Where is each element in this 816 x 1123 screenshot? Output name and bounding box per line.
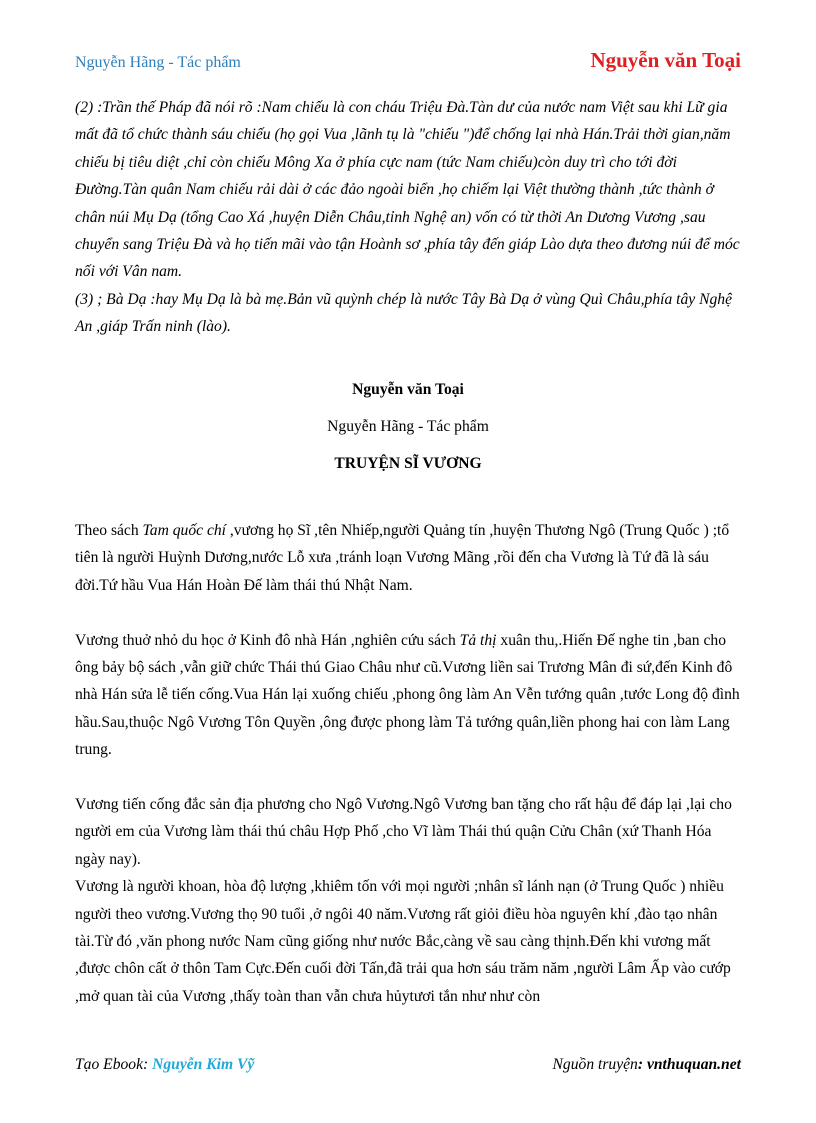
footer-source-site: vnthuquan.net bbox=[646, 1056, 741, 1073]
page-header bbox=[75, 48, 741, 78]
paragraph-2 bbox=[75, 627, 745, 764]
paragraph-1-text-a: Theo sách bbox=[75, 522, 143, 539]
footer-source-label: Nguồn truyện bbox=[552, 1056, 638, 1073]
paragraph-1-text-b: ,vương họ Sĩ ,tên Nhiếp,người Quảng tín ,huyện Thương Ngô (Trung Quốc ) ;tổ tiên là người Huỳnh Dương,nước Lỗ xưa ,tránh loạn Vương Mãng ,rồi đến cha Vương là Tứ đã là sáu đời.Tứ hầu Vua Hán Hoàn Đế làm thái thú Nhật Nam. bbox=[75, 522, 730, 594]
chapter-title: TRUYỆN SĨ VƯƠNG bbox=[334, 455, 482, 472]
footnote-2: (2) :Trần thế Pháp đã nói rõ :Nam chiếu là con cháu Triệu Đà.Tàn dư của nước nam Việt sau khi Lữ gia mất đã tổ chức thành sáu chiếu (họ gọi Vua ,lãnh tụ là "chiếu ")để chống lại nhà Hán.Trải thời gian,năm chiếu bị tiêu diệt ,chỉ còn chiếu Mông Xa ở phía cực nam (tức Nam chiếu)còn duy trì cho tới đời Đường.Tàn quân Nam chiếu rải dài ở các đảo ngoài biển ,họ chiếm lại Việt thường thành ,tức thành ở chân núi Mụ Dạ (tổng Cao Xá ,huyện Diễn Châu,tỉnh Nghệ an) vốn có từ thời An Dương Vương ,sau chuyển sang Triệu Đà và họ tiến mãi vào tận Hoành sơ ,phía tây đến giáp Lào dựa theo đương núi để móc nối với Vân nam. bbox=[75, 99, 740, 281]
chapter-series: Nguyễn Hãng - Tác phẩm bbox=[327, 418, 489, 435]
story-body bbox=[75, 517, 745, 1010]
footer-ebook-label: Tạo Ebook bbox=[75, 1056, 144, 1073]
footer-ebook-sep: : bbox=[143, 1056, 153, 1073]
chapter-author: Nguyễn văn Toại bbox=[352, 381, 464, 398]
footer-source-sep: : bbox=[637, 1056, 647, 1073]
paragraph-2-text-a: Vương thuở nhỏ du học ở Kinh đô nhà Hán ,nghiên cứu sách bbox=[75, 631, 460, 649]
header-series-title: Nguyễn Hãng - Tác phẩm bbox=[75, 54, 241, 71]
header-author-name: Nguyễn văn Toại bbox=[590, 48, 741, 72]
book-title-tam-quoc-chi: Tam quốc chí bbox=[142, 522, 230, 539]
footer-ebook-name: Nguyễn Kim Vỹ bbox=[152, 1056, 255, 1073]
page-footer bbox=[75, 1056, 741, 1078]
footer-source-credit bbox=[553, 1056, 741, 1074]
paragraph-1 bbox=[75, 517, 745, 599]
paragraph-3: Vương tiến cống đắc sản địa phương cho Ngô Vương.Ngô Vương ban tặng cho rất hậu để đáp lại ,lại cho người em của Vương làm thái thú châu Hợp Phố ,cho Vĩ làm Thái thú quận Cửu Chân (xứ Thanh Hóa ngày nay). bbox=[75, 796, 732, 868]
paragraph-2-text-b: xuân thu,.Hiến Đế nghe tin ,ban cho ông bảy bộ sách ,vẫn giữ chức Thái thú Giao Châu như cũ.Vương liền sai Trương Mân đi sứ,đến Kinh đô nhà Hán sửa lễ tiến cống.Vua Hán lại xuống chiếu ,phong ông làm An Vễn tướng quân ,tước Long độ đình hầu.Sau,thuộc Ngô Vương Tôn Quyền ,ông được phong làm Tả tướng quân,liền phong hai con làm Lang trung. bbox=[75, 631, 740, 759]
paragraph-4: Vương là người khoan, hòa độ lượng ,khiêm tốn với mọi người ;nhân sĩ lánh nạn (ở Trung Quốc ) nhiều người theo vương.Vương thọ 90 tuổi ,ở ngôi 40 năm.Vương rất giỏi điều hòa nguyên khí ,đào tạo nhân tài.Từ đó ,văn phong nước Nam cũng giống như nước Bắc,càng về sau càng thịnh.Đến khi vương mất ,được chôn cất ở thôn Tam Cực.Đến cuối đời Tấn,đã trải qua hơn sáu trăm năm ,người Lâm Ấp vào cướp ,mở quan tài của Vương ,thấy toàn than vẫn chưa hủytươi tắn như như còn bbox=[75, 878, 731, 1005]
book-title-ta-thi: Tả thị bbox=[459, 631, 501, 649]
footnote-3: (3) ; Bà Dạ :hay Mụ Dạ là bà mẹ.Bản vũ quỳnh chép là nước Tây Bà Dạ ở vùng Quì Châu,phía tây Nghệ An ,giáp Trấn ninh (lào). bbox=[75, 290, 733, 336]
footer-ebook-credit bbox=[75, 1056, 254, 1074]
footnotes bbox=[75, 94, 745, 341]
